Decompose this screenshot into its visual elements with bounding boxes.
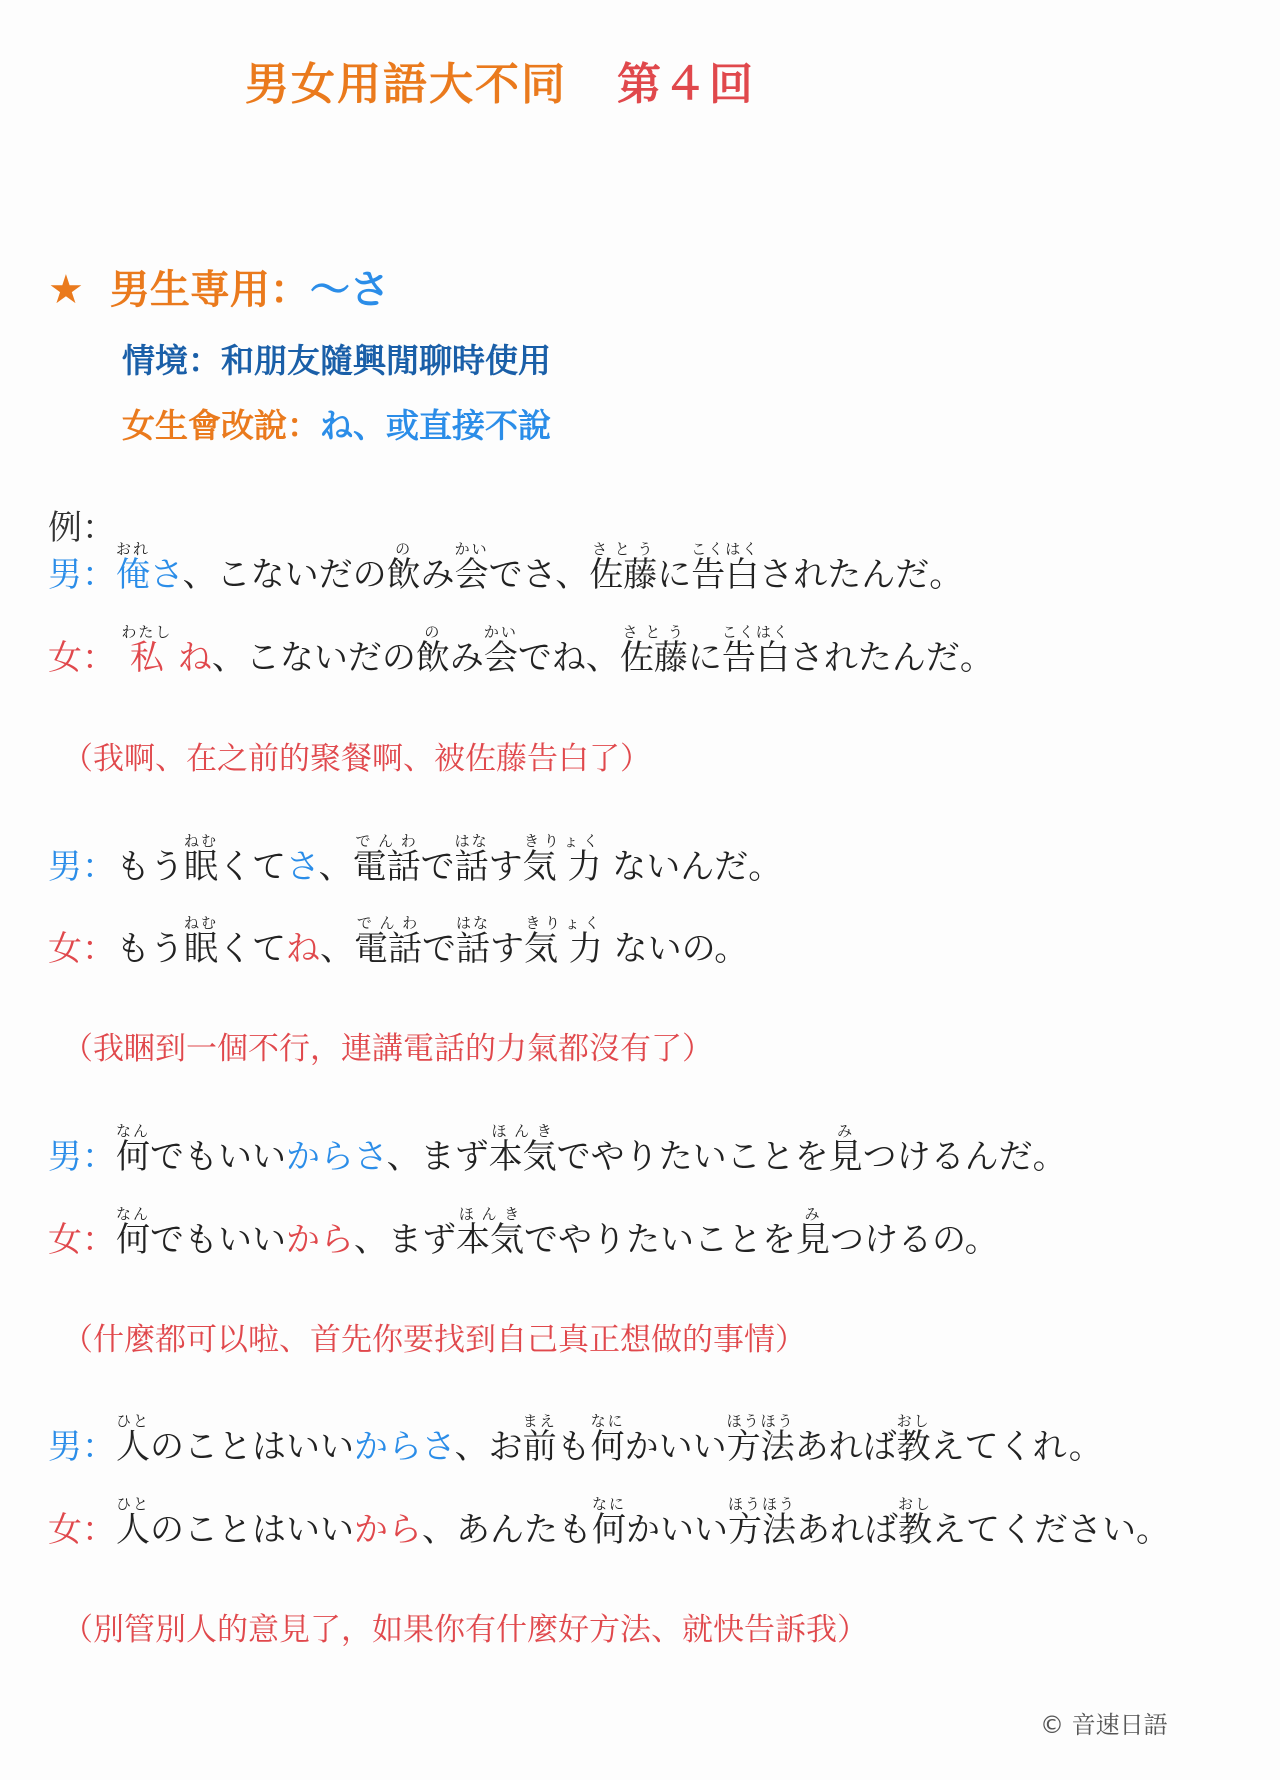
furigana-word: 何なに — [592, 1495, 627, 1550]
title-main: 男女用語大不同 — [245, 59, 567, 110]
ex4-female-line: 女：人ひとのことはいいから、あんたも何なにかいい方法ほうほうあれば教おしえてください。 — [48, 1495, 1171, 1550]
ex4-translation: （別管別人的意見了，如果你有什麼好方法、就快告訴我） — [62, 1612, 868, 1648]
copyright-text: © 音速日語 — [1040, 1711, 1168, 1739]
example-label: 例： — [48, 508, 116, 548]
female-alternative — [122, 400, 551, 447]
furigana-word: 気 力きりょく — [522, 832, 602, 887]
keyword-male: さ — [286, 847, 319, 887]
furigana-word: 見み — [828, 1122, 863, 1177]
furigana-word: 電話でんわ — [352, 832, 421, 887]
furigana-word: 教おし — [896, 1412, 931, 1467]
situation-text: 情境：和朋友隨興閒聊時使用 — [122, 341, 551, 380]
ex2-female-line: 女：もう眠ねむくてね、電話でんわで話はなす気 力きりょく ないの。 — [48, 914, 749, 969]
furigana-word: 何なん — [116, 1122, 151, 1177]
ex3-female-line: 女：何なんでもいいから、まず本気ほんきでやりたいことを見みつけるの。 — [48, 1205, 999, 1260]
furigana-word: 人ひと — [116, 1495, 151, 1550]
furigana-word: 佐藤さとう — [619, 623, 688, 678]
section-heading — [48, 258, 390, 315]
male-speaker-label: 男： — [48, 1427, 116, 1467]
furigana-word: 告白こくはく — [721, 623, 790, 678]
heading-label: 男生専用： — [109, 267, 310, 313]
keyword-female: から — [354, 1510, 422, 1550]
heading-value: 〜さ — [309, 267, 390, 313]
furigana-word: 気 力きりょく — [524, 914, 603, 969]
furigana-word: 方法ほうほう — [728, 1495, 797, 1550]
title-episode: 第４回 — [617, 59, 755, 110]
furigana-word: 何なん — [116, 1205, 151, 1260]
ex2-translation: （我睏到一個不行，連講電話的力氣都沒有了） — [62, 1031, 713, 1067]
furigana-word: 私わたし — [121, 623, 173, 678]
furigana-word: 告白こくはく — [691, 540, 760, 595]
furigana-word: 飲の — [386, 540, 421, 595]
furigana-word: 見み — [796, 1205, 830, 1260]
ex1-male-line: 男：俺おれさ、こないだの飲のみ会かいでさ、佐藤さとうに告白こくはくされたんだ。 — [48, 540, 964, 595]
keyword-male: からさ — [286, 1137, 387, 1177]
furigana-word: 前まえ — [522, 1412, 557, 1467]
ex3-translation: （什麼都可以啦、首先你要找到自己真正想做的事情） — [62, 1322, 806, 1358]
female-speaker-label: 女： — [48, 929, 116, 969]
male-speaker-label: 男： — [48, 847, 116, 887]
furigana-word: 方法ほうほう — [726, 1412, 795, 1467]
keyword-female: から — [286, 1220, 354, 1260]
furigana-word: 本気ほんき — [456, 1205, 524, 1260]
furigana-word: 眠ねむ — [184, 914, 219, 969]
ex1-female-line: 女： 私わたし ね、こないだの飲のみ会かいでね、佐藤さとうに告白こくはくされたんだ。 — [48, 623, 994, 678]
female-speaker-label: 女： — [48, 1220, 116, 1260]
keyword-male: からさ — [354, 1427, 455, 1467]
ex3-male-line: 男：何なんでもいいからさ、まず本気ほんきでやりたいことを見みつけるんだ。 — [48, 1122, 1067, 1177]
furigana-word: 佐藤さとう — [589, 540, 658, 595]
ex1-translation: （我啊、在之前的聚餐啊、被佐藤告白了） — [62, 741, 651, 777]
furigana-word: 俺おれ — [116, 540, 151, 595]
furigana-word: 眠ねむ — [184, 832, 219, 887]
furigana-word: 本気ほんき — [488, 1122, 557, 1177]
furigana-word: 何なに — [590, 1412, 625, 1467]
furigana-word: 話はな — [454, 832, 489, 887]
keyword-female: ね — [177, 638, 212, 678]
star-icon: ★ — [48, 267, 84, 313]
keyword-male: さ — [150, 555, 183, 595]
furigana-word: 話はな — [456, 914, 491, 969]
furigana-word: 電話でんわ — [354, 914, 422, 969]
male-speaker-label: 男： — [48, 1137, 116, 1177]
furigana-word: 人ひと — [116, 1412, 151, 1467]
male-speaker-label: 男： — [48, 555, 116, 595]
female-speaker-label: 女： — [48, 1510, 116, 1550]
furigana-word: 会かい — [483, 623, 518, 678]
ex2-male-line: 男：もう眠ねむくてさ、電話でんわで話はなす気 力きりょく ないんだ。 — [48, 832, 783, 887]
furigana-word: 会かい — [454, 540, 489, 595]
furigana-word: 教おし — [898, 1495, 933, 1550]
female-alt-label: 女生會改說： — [122, 406, 320, 445]
keyword-female: ね — [286, 929, 320, 969]
female-alt-value: ね、或直接不說 — [320, 406, 551, 445]
female-speaker-label: 女： — [48, 638, 116, 678]
page-title — [245, 48, 755, 112]
ex4-male-line: 男：人ひとのことはいいからさ、お前まえも何なにかいい方法ほうほうあれば教おしえてくれ。 — [48, 1412, 1103, 1467]
furigana-word: 飲の — [415, 623, 450, 678]
